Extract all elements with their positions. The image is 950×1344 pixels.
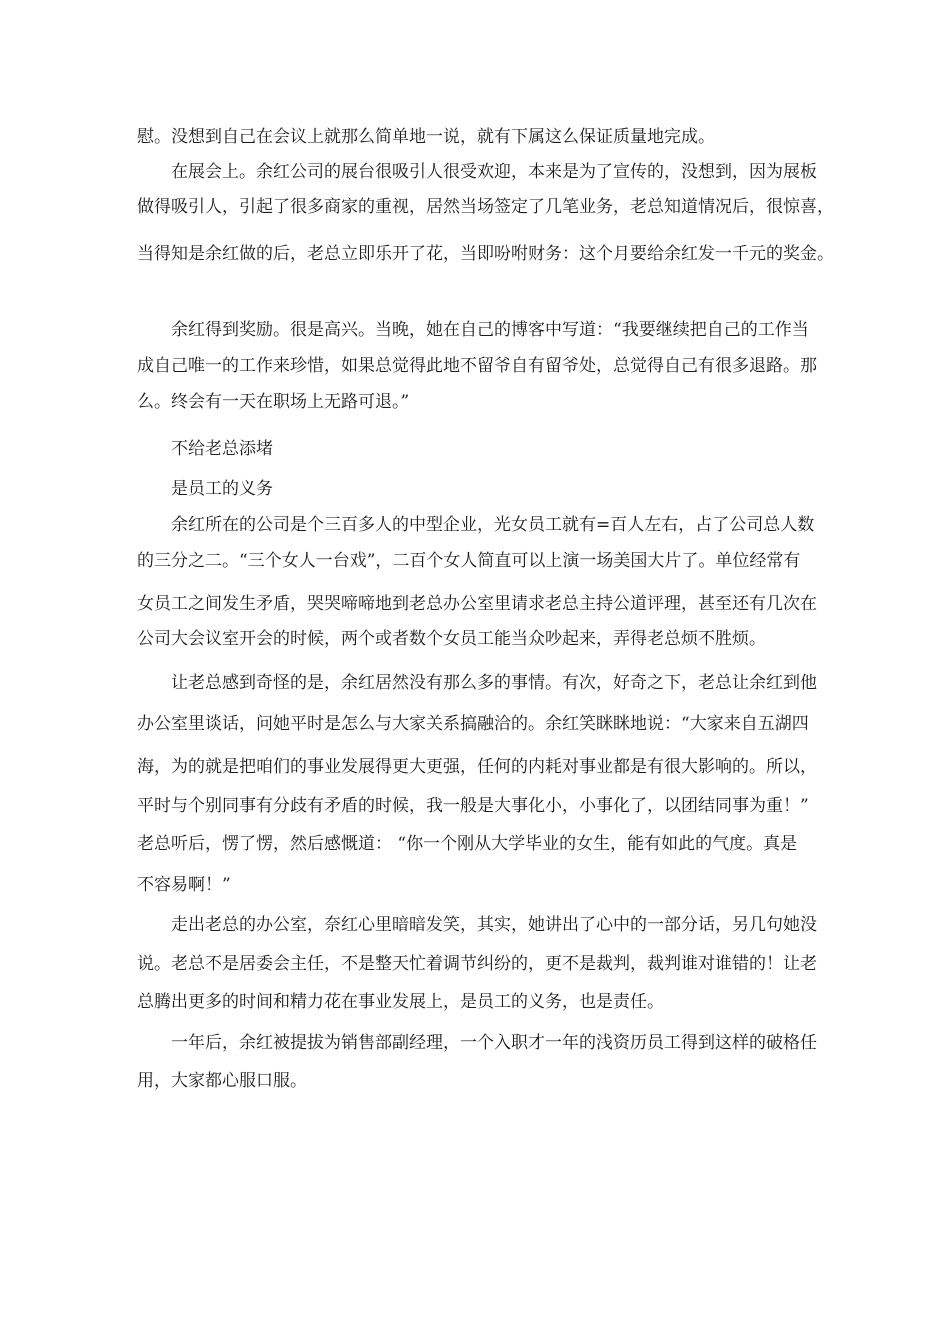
text-line: 成自己唯一的工作来珍惜，如果总觉得此地不留爷自有留爷处，总觉得自己有很多退路。那: [137, 356, 817, 376]
text-line: 说。老总不是居委会主任，不是整天忙着调节纠纷的，更不是裁判，裁判谁对谁错的！让老: [137, 954, 817, 974]
text-line: 一年后，余红被提拔为销售部副经理，一个入职才一年的浅资历员工得到这样的破格任: [171, 1033, 817, 1053]
text-line: 办公室里谈话，问她平时是怎么与大家关系搞融洽的。余红笑眯眯地说：“大家来自五湖四: [137, 714, 809, 734]
text-line: 老总听后，愣了愣，然后感慨道： “你一个刚从大学毕业的女生，能有如此的气度。真是: [137, 834, 798, 854]
text-line: 余红得到奖励。很是高兴。当晚，她在自己的博客中写道：“我要继续把自己的工作当: [171, 320, 809, 340]
section-heading: 是员工的义务: [171, 479, 273, 499]
section-heading: 不给老总添堵: [171, 439, 273, 459]
text-line: 公司大会议室开会的时候，两个或者数个女员工能当众吵起来，弄得老总烦不胜烦。: [137, 629, 766, 649]
text-line: 的三分之二。“三个女人一台戏”，二百个女人简直可以上演一场美国大片了。单位经常有: [137, 551, 801, 571]
text-line: 平时与个别同事有分歧有矛盾的时候，我一般是大事化小，小事化了，以团结同事为重！”: [137, 796, 809, 816]
text-line: 么。终会有一天在职场上无路可退。”: [137, 392, 410, 412]
text-line: 在展会上。余红公司的展台很吸引人很受欢迎，本来是为了宣传的，没想到，因为展板: [171, 162, 817, 182]
text-line: 做得吸引人，引起了很多商家的重视，居然当场签定了几笔业务，老总知道情况后，很惊喜，: [137, 197, 834, 217]
text-line: 让老总感到奇怪的是，余红居然没有那么多的事情。有次，好奇之下，老总让余红到他: [171, 673, 817, 693]
text-line: 走出老总的办公室，奈红心里暗暗发笑，其实，她讲出了心中的一部分话，另几句她没: [171, 915, 817, 935]
text-line: 总腾出更多的时间和精力花在事业发展上，是员工的义务，也是责任。: [137, 992, 664, 1012]
text-line: 慰。没想到自己在会议上就那么简单地一说，就有下属这么保证质量地完成。: [137, 127, 715, 147]
text-line: 女员工之间发生矛盾，哭哭啼啼地到老总办公室里请求老总主持公道评理，甚至还有几次在: [137, 594, 817, 614]
text-line: 用，大家都心服口服。: [137, 1071, 307, 1091]
text-line: 当得知是余红做的后，老总立即乐开了花，当即吩咐财务：这个月要给余红发一千元的奖金。: [137, 244, 834, 264]
text-line: 海，为的就是把咱们的事业发展得更大更强，任何的内耗对事业都是有很大影响的。所以，: [137, 757, 817, 777]
text-line: 余红所在的公司是个三百多人的中型企业，光女员工就有=百人左右，占了公司总人数: [171, 515, 815, 535]
text-line: 不容易啊！”: [137, 875, 231, 895]
